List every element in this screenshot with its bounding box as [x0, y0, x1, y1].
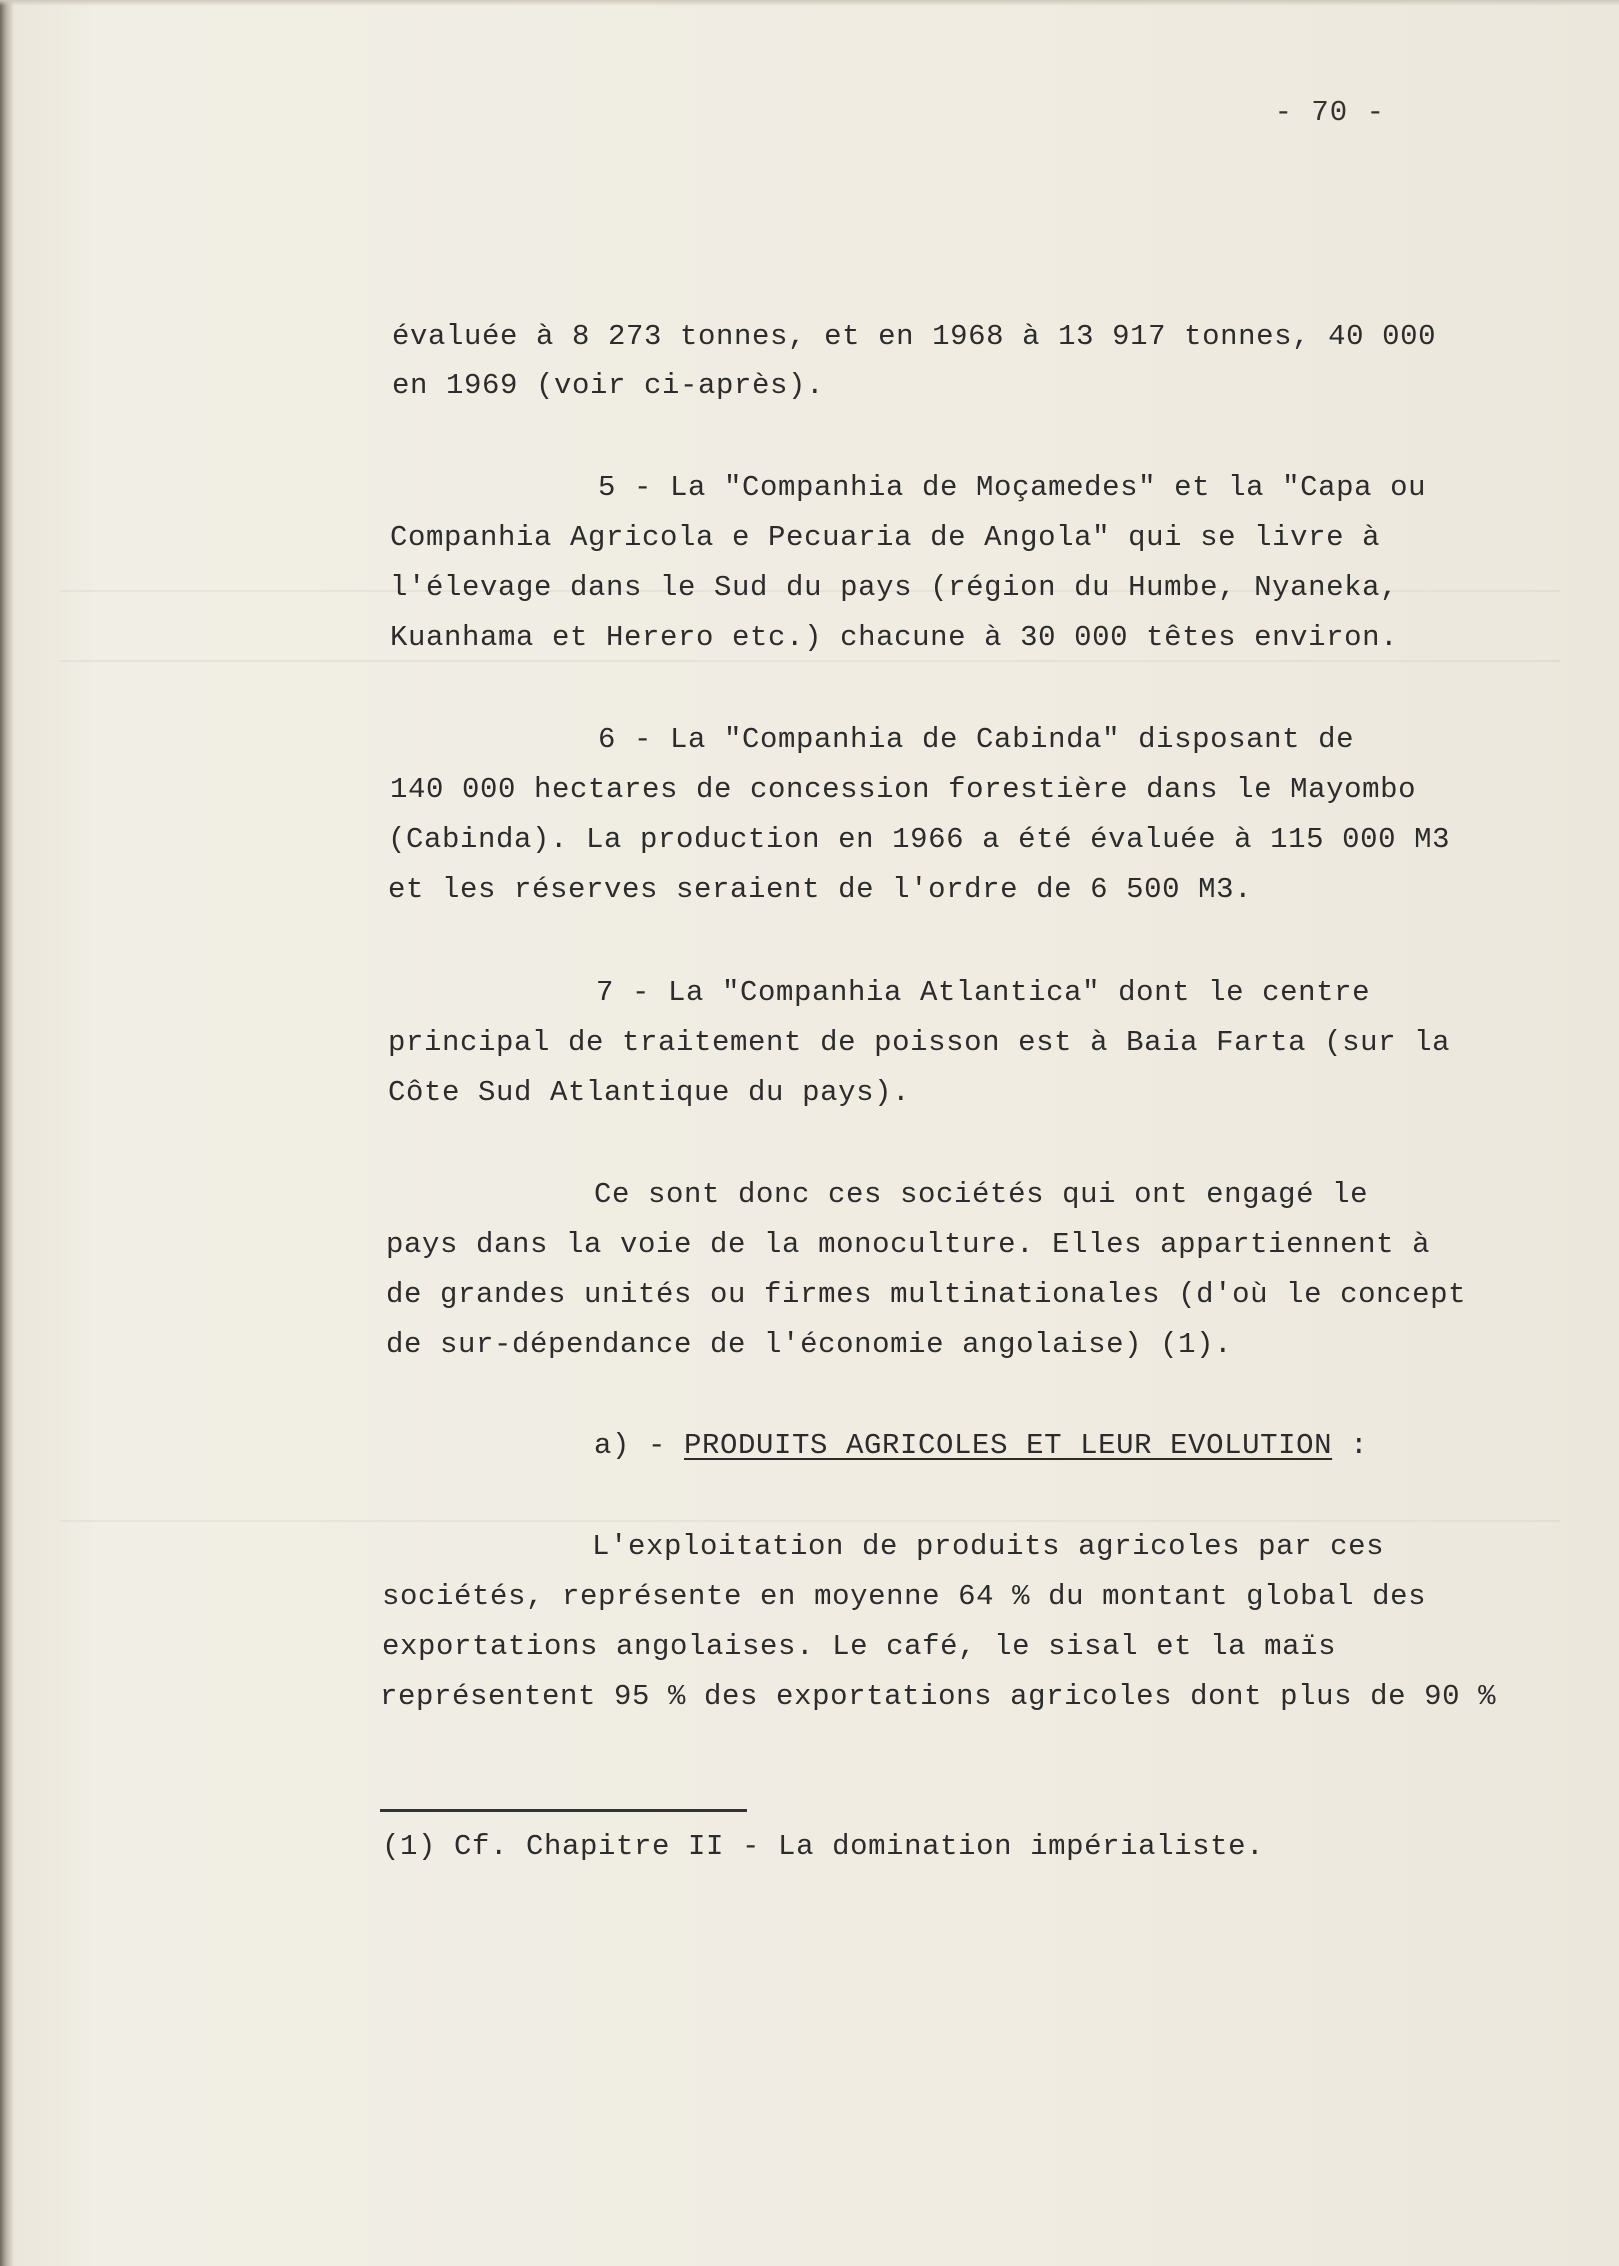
page-edge-shadow — [0, 0, 14, 2266]
body-line: 140 000 hectares de concession forestière dans le Mayombo — [390, 773, 1417, 806]
body-line: en 1969 (voir ci-après). — [392, 369, 825, 402]
body-line: pays dans la voie de la monoculture. Elles appartiennent à — [386, 1228, 1431, 1261]
body-line: sociétés, représente en moyenne 64 % du montant global des — [382, 1580, 1427, 1613]
body-line: évaluée à 8 273 tonnes, et en 1968 à 13 917 tonnes, 40 000 — [392, 320, 1437, 353]
section-heading-suffix: : — [1332, 1429, 1369, 1462]
body-line: 5 - La "Companhia de Moçamedes" et la "Capa ou — [598, 471, 1427, 504]
section-heading-title: PRODUITS AGRICOLES ET LEUR EVOLUTION — [684, 1429, 1333, 1462]
body-line: représentent 95 % des exportations agricoles dont plus de 90 % — [380, 1680, 1497, 1713]
body-line: principal de traitement de poisson est à Baia Farta (sur la — [388, 1026, 1451, 1059]
page-top-shadow — [0, 0, 1619, 6]
body-line: Companhia Agricola e Pecuaria de Angola" qui se livre à — [390, 521, 1381, 554]
body-line: (Cabinda). La production en 1966 a été évaluée à 115 000 M3 — [388, 823, 1451, 856]
body-line: Ce sont donc ces sociétés qui ont engagé le — [594, 1178, 1369, 1211]
body-line: l'élevage dans le Sud du pays (région du Humbe, Nyaneka, — [390, 571, 1399, 604]
body-line: 6 - La "Companhia de Cabinda" disposant de — [598, 723, 1355, 756]
body-line: de grandes unités ou firmes multinationales (d'où le concept — [386, 1278, 1467, 1311]
body-line: exportations angolaises. Le café, le sisal et la maïs — [382, 1630, 1337, 1663]
body-line: 7 - La "Companhia Atlantica" dont le centre — [596, 976, 1371, 1009]
body-line: de sur-dépendance de l'économie angolaise) (1). — [386, 1328, 1233, 1361]
footnote: (1) Cf. Chapitre II - La domination impérialiste. — [382, 1830, 1265, 1863]
body-line: Côte Sud Atlantique du pays). — [388, 1076, 911, 1109]
body-line: Kuanhama et Herero etc.) chacune à 30 000 têtes environ. — [390, 621, 1399, 654]
page-number: - 70 - — [1274, 96, 1385, 129]
body-line: L'exploitation de produits agricoles par ces — [592, 1530, 1385, 1563]
section-heading — [594, 1429, 1368, 1462]
footnote-separator — [380, 1809, 747, 1812]
section-heading-prefix: a) - — [594, 1429, 685, 1462]
body-line: et les réserves seraient de l'ordre de 6 500 M3. — [388, 873, 1253, 906]
